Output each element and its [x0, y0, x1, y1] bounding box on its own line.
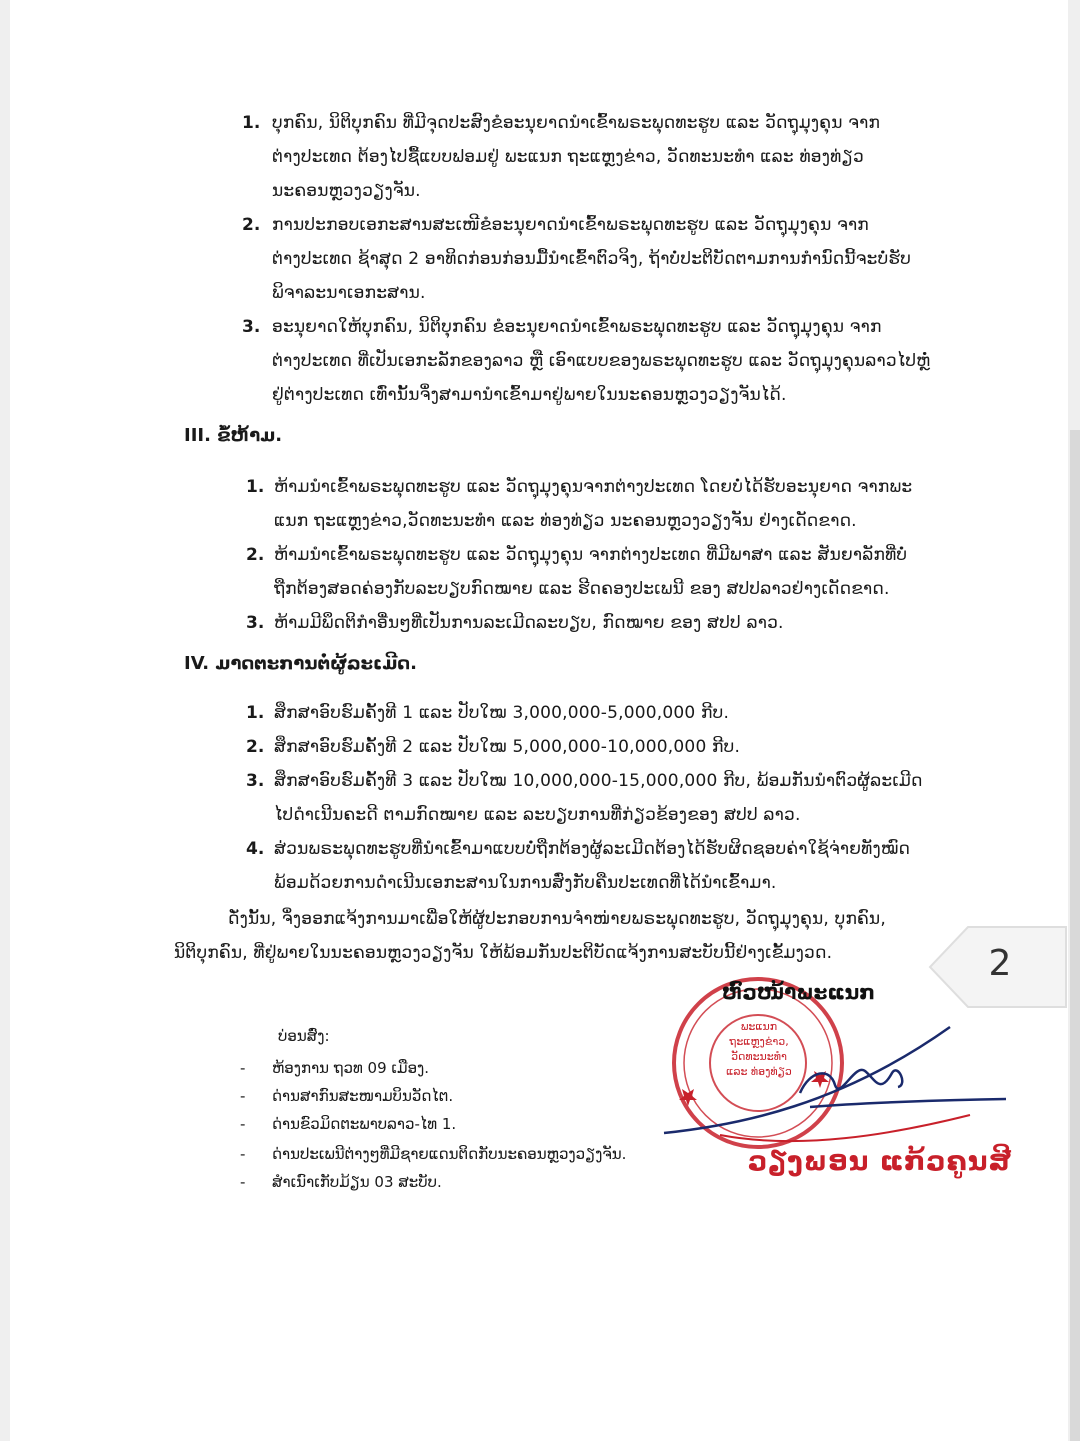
list-number: 4.	[246, 839, 265, 859]
seal-inner-text	[716, 1019, 802, 1079]
list-item-line: ສຶກສາອົບຮົມຄັ້ງທີ 3 ແລະ ປັບໃໝ 10,000,000-15,000,000 ກີບ, ພ້ອມກັນນຳຕົວຜູ້ລະເມີດ	[274, 771, 923, 791]
list-item: ດ່ານຂົວມິດຕະພາບລາວ-ໄທ 1.	[272, 1115, 457, 1133]
list-number: 1.	[246, 703, 265, 723]
list-item-line: ສຶກສາອົບຮົມຄັ້ງທີ 2 ແລະ ປັບໃໝ 5,000,000-10,000,000 ກີບ.	[274, 737, 741, 757]
list-number: 2.	[246, 737, 265, 757]
list-item-line: ນະຄອນຫຼວງວຽງຈັນ.	[272, 181, 421, 201]
list-number: 1.	[246, 477, 265, 497]
list-item-line: ຫ້າມມີພຶດຕິກຳອື່ນໆທີ່ເປັນການລະເມີດລະບຽບ, ກົດໝາຍ ຂອງ ສປປ ລາວ.	[274, 613, 784, 633]
list-number: 2.	[242, 215, 261, 235]
seal-inner-line: ພະແນກ	[740, 1020, 778, 1033]
seal-inner-line: ຖະແຫຼງຂ່າວ, ວັດທະນະທຳ	[729, 1035, 789, 1063]
distribution-title: ບ່ອນສົ່ງ:	[278, 1027, 330, 1045]
list-item-line: ພິຈາລະນາເອກະສານ.	[272, 283, 426, 303]
list-item-line: ຕ່າງປະເທດ ຊ້າສຸດ 2 ອາທິດກ່ອນກ່ອນມື້ນຳເຂົ້າຕົວຈິງ, ຖ້າບໍ່ປະຕິບັດຕາມການກຳນົດນີ້ຈະບໍ່ຮັບ	[272, 249, 912, 269]
dash-bullet: -	[240, 1059, 246, 1077]
list-item-line: ຢູ່ຕ່າງປະເທດ ເທົ່ານັ້ນຈຶ່ງສາມານຳເຂົ້າມາຢູ່ພາຍໃນນະຄອນຫຼວງວຽງຈັນໄດ້.	[272, 385, 787, 405]
list-item-line: ສຶກສາອົບຮົມຄັ້ງທີ 1 ແລະ ປັບໃໝ 3,000,000-5,000,000 ກີບ.	[274, 703, 730, 723]
section3-heading: III. ຂໍ້ຫ້າມ.	[184, 425, 283, 446]
dash-bullet: -	[240, 1115, 246, 1133]
list-item: ດ່ານສາກົນສະໜາມບິນວັດໄຕ.	[272, 1087, 454, 1105]
list-item-line: ຫ້າມນຳເຂົ້າພຣະພຸດທະຮູບ ແລະ ວັດຖຸມຸງຄຸນຈາກຕ່າງປະເທດ ໂດຍບໍ່ໄດ້ຮັບອະນຸຍາດ ຈາກພະ	[274, 477, 913, 497]
list-item-line: ຫ້າມນຳເຂົ້າພຣະພຸດທະຮູບ ແລະ ວັດຖຸມຸງຄຸນ ຈາກຕ່າງປະເທດ ທີ່ມີພາສາ ແລະ ສັນຍາລັກທີ່ບໍ່	[274, 545, 908, 565]
list-item-line: ໄປດຳເນີນຄະດີ ຕາມກົດໝາຍ ແລະ ລະບຽບການທີ່ກ່ຽວຂ້ອງຂອງ ສປປ ລາວ.	[274, 805, 801, 825]
list-item-line: ພ້ອມດ້ວຍການດຳເນີນເອກະສານໃນການສົ່ງກັບຄືນປະເທດທີ່ໄດ້ນຳເຂົ້າມາ.	[274, 873, 777, 893]
list-item-line: ແນກ ຖະແຫຼງຂ່າວ,ວັດທະນະທຳ ແລະ ທ່ອງທ່ຽວ ນະຄອນຫຼວງວຽງຈັນ ຢ່າງເດັດຂາດ.	[274, 511, 857, 531]
dash-bullet: -	[240, 1087, 246, 1105]
dash-bullet: -	[240, 1173, 246, 1191]
list-item-line: ຖືກຕ້ອງສອດຄ່ອງກັບລະບຽບກົດໝາຍ ແລະ ຮີດຄອງປະເພນີ ຂອງ ສປປລາວຢ່າງເດັດຂາດ.	[274, 579, 890, 599]
list-item: ສຳເນົາເກັບມ້ຽນ 03 ສະບັບ.	[272, 1173, 442, 1191]
list-item-line: ການປະກອບເອກະສານສະເໜີຂໍອະນຸຍາດນຳເຂົ້າພຣະພຸດທະຮູບ ແລະ ວັດຖຸມຸງຄຸນ ຈາກ	[272, 215, 869, 235]
signatory-name: ວຽງພອນ ແກ້ວຄູນສີ	[748, 1146, 1012, 1177]
list-number: 2.	[246, 545, 265, 565]
list-item: ຫ້ອງການ ຖວທ 09 ເມືອງ.	[272, 1059, 430, 1077]
list-item-line: ຕ່າງປະເທດ ຕ້ອງໄປຊື້ແບບຟອມຢູ່ ພະແນກ ຖະແຫຼງຂ່າວ, ວັດທະນະທຳ ແລະ ທ່ອງທ່ຽວ	[272, 147, 864, 167]
list-number: 1.	[242, 113, 261, 133]
closing-line: ນິຕິບຸກຄົນ, ທີ່ຢູ່ພາຍໃນນະຄອນຫຼວງວຽງຈັນ ໃຫ້ພ້ອມກັນປະຕິບັດແຈ້ງການສະບັບນີ້ຢ່າງເຂັ້ມງວດ.	[174, 943, 833, 963]
section4-heading: IV. ມາດຕະການຕໍ່ຜູ້ລະເມີດ.	[184, 653, 417, 674]
dash-bullet: -	[240, 1145, 246, 1163]
list-item-line: ສ່ວນພຣະພຸດທະຮູບທີ່ນຳເຂົ້າມາແບບບໍ່ຖືກຕ້ອງຜູ້ລະເມີດຕ້ອງໄດ້ຮັບຜິດຊອບຄ່າໃຊ້ຈ່າຍທັງໝົດ	[274, 839, 911, 859]
list-number: 3.	[246, 613, 265, 633]
scrollbar[interactable]	[1070, 430, 1080, 1441]
document-page	[10, 0, 1068, 1441]
list-number: 3.	[242, 317, 261, 337]
seal-inner-line: ແລະ ທ່ອງທ່ຽວ	[726, 1065, 792, 1078]
signatory-title: ຫົວໜ້າພະແນກ	[722, 980, 876, 1004]
list-item-line: ຕ່າງປະເທດ ທີ່ເປັນເອກະລັກຂອງລາວ ຫຼື ເອົາແບບຂອງພຣະພຸດທະຮູບ ແລະ ວັດຖຸມຸງຄຸນລາວໄປຫຼໍ່	[272, 351, 931, 371]
list-item: ດ່ານປະເພນີຕ່າງໆທີ່ມີຊາຍແດນຕິດກັບນະຄອນຫຼວງວຽງຈັນ.	[272, 1145, 627, 1163]
list-item-line: ບຸກຄົນ, ນິຕິບຸກຄົນ ທີ່ມີຈຸດປະສົງຂໍອະນຸຍາດນຳເຂົ້າພຣະພຸດທະຮູບ ແລະ ວັດຖຸມຸງຄຸນ ຈາກ	[272, 113, 881, 133]
page-number: 2	[988, 943, 1012, 984]
closing-line: ດັ່ງນັ້ນ, ຈຶ່ງອອກແຈ້ງການມາເພື່ອໃຫ້ຜູ້ປະກອບການຈຳໜ່າຍພຣະພຸດທະຮູບ, ວັດຖຸມຸງຄຸນ, ບຸກຄົນ,	[228, 909, 886, 929]
page-number-tab	[928, 925, 1068, 1009]
list-number: 3.	[246, 771, 265, 791]
list-item-line: ອະນຸຍາດໃຫ້ບຸກຄົນ, ນິຕິບຸກຄົນ ຂໍອະນຸຍາດນຳເຂົ້າພຣະພຸດທະຮູບ ແລະ ວັດຖຸມຸງຄຸນ ຈາກ	[272, 317, 882, 337]
